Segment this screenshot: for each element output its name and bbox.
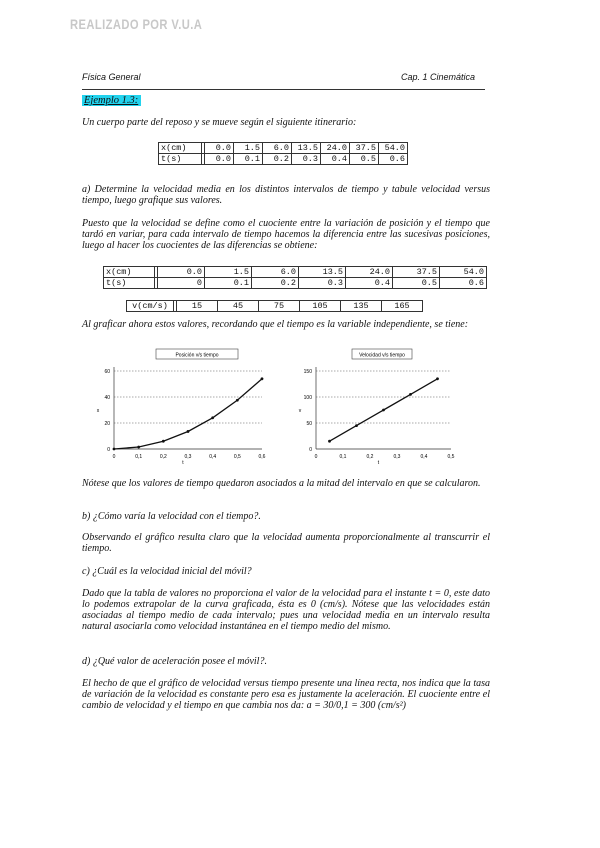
x-tick-label: 0 xyxy=(314,454,318,460)
table-cell: 0.5 xyxy=(350,154,379,165)
table-cell: 45 xyxy=(218,301,259,312)
data-point xyxy=(382,409,385,412)
chart-title: Posición v/s tiempo xyxy=(175,352,219,359)
table-cell: 0.0 xyxy=(205,154,234,165)
table-cell: 13.5 xyxy=(292,143,321,154)
table-cell: 1.5 xyxy=(234,143,263,154)
table-row xyxy=(127,301,423,312)
table-cell: 0.4 xyxy=(346,278,393,289)
data-point xyxy=(113,448,116,451)
y-tick-label: 0 xyxy=(309,447,312,453)
data-point xyxy=(137,446,140,449)
velocity-table xyxy=(126,300,423,312)
velocity-chart xyxy=(290,345,465,475)
table-row xyxy=(159,154,408,165)
data-point xyxy=(436,377,439,380)
example-title: Ejemplo 1.3: xyxy=(82,95,141,106)
x-tick-label: 0,3 xyxy=(184,454,192,460)
header-left: Física General xyxy=(82,72,141,82)
x-tick-label: 0,2 xyxy=(366,454,374,460)
header-rule xyxy=(82,89,485,90)
row-label: t(s) xyxy=(159,154,202,165)
table-cell: 54.0 xyxy=(379,143,408,154)
table-cell: 6.0 xyxy=(263,143,292,154)
x-tick-label: 0,5 xyxy=(233,454,241,460)
part-b-question: b) ¿Cómo varía la velocidad con el tiempo?. xyxy=(82,511,261,522)
x-tick-label: 0,1 xyxy=(135,454,143,460)
x-tick-label: 0,6 xyxy=(258,454,266,460)
x-tick-label: 0,4 xyxy=(209,454,217,460)
table-cell: 37.5 xyxy=(393,267,440,278)
x-tick-label: 0,4 xyxy=(420,454,428,460)
intro-text: Un cuerpo parte del reposo y se mueve según el siguiente itinerario: xyxy=(82,117,357,128)
x-tick-label: 0,1 xyxy=(339,454,347,460)
row-label: v(cm/s) xyxy=(127,301,174,312)
table-cell: 54.0 xyxy=(440,267,487,278)
part-c-answer: Dado que la tabla de valores no proporciona el valor de la velocidad para el instante t = 0, este dato lo podemos extrapolar de la curva graficada, ésta es 0 (cm/s). Nótese que las velocidades están asociadas al tiempo medio de cada intervalo; pues una velocidad media en un intervalo resulta natural asociarla como velocidad instantánea en el tiempo medio del mismo. xyxy=(82,588,490,632)
position-chart xyxy=(90,345,270,475)
table-cell: 13.5 xyxy=(299,267,346,278)
table-cell: 0.2 xyxy=(263,154,292,165)
y-tick-label: 0 xyxy=(107,447,110,453)
header-right: Cap. 1 Cinemática xyxy=(401,72,476,82)
table-cell: 0.0 xyxy=(205,143,234,154)
y-tick-label: 40 xyxy=(104,395,110,401)
table-cell: 105 xyxy=(300,301,341,312)
x-tick-label: 0,2 xyxy=(159,454,167,460)
part-a-question: a) Determine la velocidad media en los distintos intervalos de tiempo y tabule velocidad versus tiempo, luego grafique sus valores. xyxy=(82,184,490,206)
table-cell: 0.1 xyxy=(205,278,252,289)
row-label: t(s) xyxy=(104,278,155,289)
part-d-question: d) ¿Qué valor de aceleración posee el móvil?. xyxy=(82,656,267,667)
note-text: Nótese que los valores de tiempo quedaron asociados a la mitad del intervalo en que se calcularon. xyxy=(82,478,481,489)
table-cell: 0.1 xyxy=(234,154,263,165)
table-cell: 24.0 xyxy=(321,143,350,154)
data-point xyxy=(328,440,331,443)
x-tick-label: 0,3 xyxy=(393,454,401,460)
y-tick-label: 20 xyxy=(104,421,110,427)
x-axis-label: t xyxy=(182,460,184,466)
part-b-answer: Observando el gráfico resulta claro que la velocidad aumenta proporcionalmente al transcurrir el tiempo. xyxy=(82,532,490,554)
table-row xyxy=(104,267,487,278)
x-axis-label: t xyxy=(377,460,380,466)
x-tick-label: 0 xyxy=(112,454,116,460)
table-cell: 165 xyxy=(382,301,423,312)
position-time-table xyxy=(103,266,487,289)
data-point xyxy=(162,440,165,443)
data-point xyxy=(236,399,239,402)
table-cell: 0 xyxy=(158,278,205,289)
data-point xyxy=(409,393,412,396)
table-cell: 37.5 xyxy=(350,143,379,154)
y-tick-label: 50 xyxy=(306,421,312,427)
table-cell: 1.5 xyxy=(205,267,252,278)
velocity-chart-svg xyxy=(290,345,465,470)
itinerary-table xyxy=(158,142,408,165)
data-point xyxy=(355,424,358,427)
position-chart-svg xyxy=(90,345,270,470)
data-point xyxy=(187,430,190,433)
table-cell: 0.6 xyxy=(379,154,408,165)
y-tick-label: 60 xyxy=(104,369,110,375)
table-cell: 0.5 xyxy=(393,278,440,289)
part-a-answer: Puesto que la velocidad se define como el cuociente entre la variación de posición y el tiempo que tardó en variar, para cada intervalo de tiempo hacemos la diferencia entre las sucesivas posiciones, luego al hacer los cuocientes de las diferencias se obtiene: xyxy=(82,218,490,251)
x-tick-label: 0,5 xyxy=(447,454,455,460)
table-cell: 15 xyxy=(177,301,218,312)
graph-intro: Al graficar ahora estos valores, recordando que el tiempo es la variable independiente, se tiene: xyxy=(82,319,469,330)
chart-title: Velocidad v/s tiempo xyxy=(359,352,405,359)
table-row xyxy=(104,278,487,289)
row-label: x(cm) xyxy=(104,267,155,278)
part-d-answer: El hecho de que el gráfico de velocidad versus tiempo presente una línea recta, nos indica que la tasa de variación de la velocidad es constante pero esa es justamente la aceleración. El cuociente entre el cambio de velocidad y el tiempo en que cambia nos da: a = 30/0,1 = 300 (cm/s²) xyxy=(82,678,490,711)
part-c-question: c) ¿Cuál es la velocidad inicial del móvil? xyxy=(82,566,252,577)
y-axis-label: x xyxy=(96,408,100,414)
y-tick-label: 100 xyxy=(303,395,312,401)
table-cell: 0.3 xyxy=(292,154,321,165)
table-row xyxy=(159,143,408,154)
table-cell: 24.0 xyxy=(346,267,393,278)
table-cell: 6.0 xyxy=(252,267,299,278)
series-line xyxy=(114,379,262,449)
table-cell: 0.6 xyxy=(440,278,487,289)
data-point xyxy=(211,416,214,419)
table-cell: 75 xyxy=(259,301,300,312)
table-cell: 0.2 xyxy=(252,278,299,289)
table-cell: 0.3 xyxy=(299,278,346,289)
table-cell: 0.0 xyxy=(158,267,205,278)
y-axis-label: v xyxy=(298,408,302,414)
data-point xyxy=(261,377,264,380)
watermark: REALIZADO POR V.U.A xyxy=(70,16,203,32)
row-label: x(cm) xyxy=(159,143,202,154)
table-cell: 0.4 xyxy=(321,154,350,165)
table-cell: 135 xyxy=(341,301,382,312)
y-tick-label: 150 xyxy=(303,369,312,375)
